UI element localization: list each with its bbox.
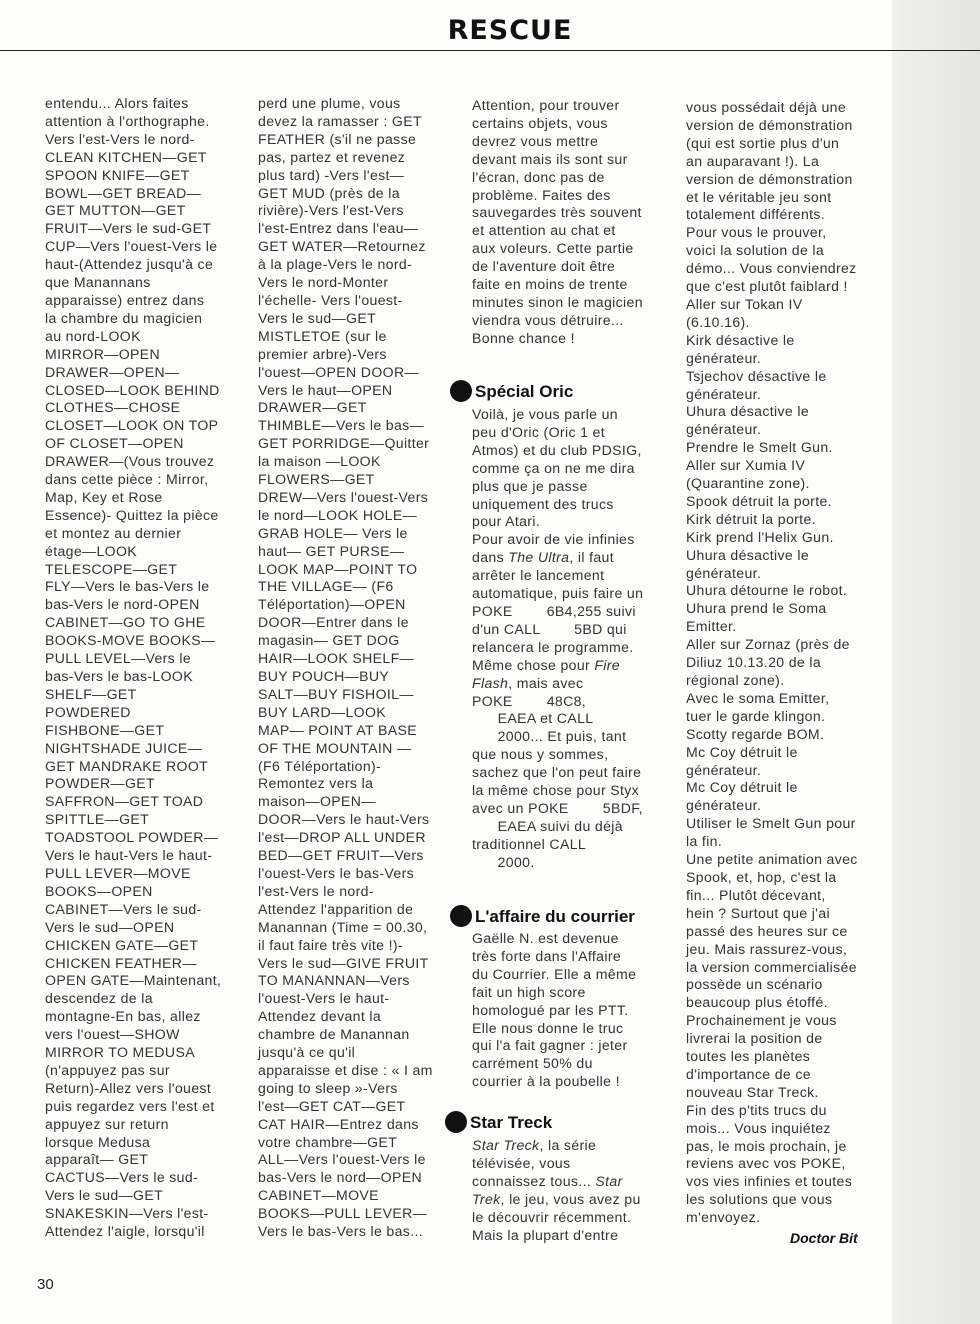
section-heading-affaire-courrier: L'affaire du courrier — [450, 905, 635, 929]
page-edge-shadow — [892, 0, 980, 1324]
column-3-intro-text: Attention, pour trouver certains objets, vous devrez vous mettre devant mais ils sont sur l'écran, donc pas de problème. Faites des sauvegardes très souvent et attention au chat et aux voleurs. Cette partie de l'aventure doit être faite en moins de trente minutes sinon le magicien viendra vous détruire... Bonne chance ! — [472, 97, 643, 346]
heading-bullet-icon — [450, 380, 472, 402]
section-courrier-text: Gaëlle N. est devenue très forte dans l'Affaire du Courrier. Elle a même fait un high score homologué par les PTT. Elle nous donne le truc qui l'a fait gagner : jeter carrément 50% du courrier à la poubelle ! — [472, 930, 637, 1090]
column-2-text: perd une plume, vous devez la ramasser : GET FEATHER (s'il ne passe pas, partez et revenez plus tard) -Vers l'est— GET MUD (près de la rivière)-Vers l'est-Vers l'est-Entrez dans l'eau— GET WATER—Retournez à la plage-Vers le nord- Vers le nord-Monter l'échelle- Vers l'ouest- Vers le sud—GET MISTLETOE (sur le premier arbre)-Vers l'ouest—OPEN DOOR— Vers le haut—OPEN DRAWER—GET THIMBLE—Vers le bas— GET PORRIDGE—Quitter la maison —LOOK FLOWERS—GET DREW—Vers l'ouest-Vers le nord—LOOK HOLE— GRAB HOLE— Vers le haut— GET PURSE— LOOK MAP—POINT TO THE VILLAGE— (F6 Téléportation)—OPEN DOOR—Entrer dans le magasin— GET DOG HAIR—LOOK SHELF— BUY POUCH—BUY SALT—BUY FISHOIL— BUY LARD—LOOK MAP— POINT AT BASE OF THE MOUNTAIN — (F6 Téléportation)- Remontez vers la maison—OPEN— DOOR—Vers le haut-Vers l'est—DROP ALL UNDER BED—GET FRUIT—Vers l'ouest-Vers le bas-Vers l'est-Vers le nord- Attendez l'apparition de Manannan (Time = 00.30, il faut faire très vite !)- Vers le sud—GIVE FRUIT TO MANANNAN—Vers l'ouest-Vers le haut- Attendez devant la chambre de Manannan jusqu'à ce qu'il apparaisse et dise : « I am going to sleep »-Vers l'est—GET CAT—GET CAT HAIR—Entrez dans votre chambre—GET ALL—Vers l'ouest-Vers le bas-Vers le nord—OPEN CABINET—MOVE BOOKS—PULL LEVER— Vers le bas-Vers le bas... — [258, 95, 433, 1240]
page-number: 30 — [37, 1276, 54, 1293]
header-rule — [0, 50, 980, 51]
column-4-text: vous possédait déjà une version de démonstration (qui est sortie plus d'un an auparavant !). La version de démonstration et le véritable jeu sont totalement différents. Pour vous le prouver, voici la solution de la démo... Vous conviendrez que c'est plutôt faiblard ! Aller sur Tokan IV (6.10.16). Kirk désactive le générateur. Tsjechov désactive le générateur. Uhura désactive le générateur. Prendre le Smelt Gun. Aller sur Xumia IV (Quarantine zone). Spook détruit la porte. Kirk détruit la porte. Kirk prend l'Helix Gun. Uhura désactive le générateur. Uhura détourne le robot. Uhura prend le Soma Emitter. Aller sur Zornaz (près de Diliuz 10.13.20 de la régional zone). Avec le soma Emitter, tuer le garde klingon. Scotty regarde BOM. Mc Coy détruit le générateur. Mc Coy détruit le générateur. Utiliser le Smelt Gun pour la fin. Une petite animation avec Spook, et, hop, c'est la fin... Plutôt décevant, hein ? Surtout que j'ai passé des heures sur ce jeu. Mais rassurez-vous, la version commercialisée possède un scénario beaucoup plus étoffé. Prochainement je vous livrerai la position de toutes les planètes d'importance de ce nouveau Star Treck. Fin des p'tits trucs du mois... Vous inquiétez pas, le mois prochain, je reviens avec vos POKE, vos vies infinies et toutes les solutions que vous m'envoyez. — [686, 99, 858, 1226]
heading-bullet-icon — [445, 1111, 467, 1133]
heading-bullet-icon — [450, 905, 472, 927]
section-heading-special-oric: Spécial Oric — [450, 380, 573, 404]
column-1-text: entendu... Alors faites attention à l'orthographe. Vers l'est-Vers le nord- CLEAN KITCHEN—GET SPOON KNIFE—GET BOWL—GET BREAD— GET MUTTON—GET FRUIT—Vers le sud-GET CUP—Vers l'ouest-Vers le haut-(Attendez jusqu'à ce que Manannans apparaisse) entrez dans la chambre du magicien au nord-LOOK MIRROR—OPEN DRAWER—OPEN— CLOSED—LOOK BEHIND CLOTHES—CHOSE CLOSET—LOOK ON TOP OF CLOSET—OPEN DRAWER—(Vous trouvez dans cette pièce : Mirror, Map, Key et Rose Essence)- Quittez la pièce et montez au dernier étage—LOOK TELESCOPE—GET FLY—Vers le bas-Vers le bas-Vers le nord-OPEN CABINET—GO TO GHE BOOKS-MOVE BOOKS— PULL LEVEL—Vers le bas-Vers le bas-LOOK SHELF—GET POWDERED FISHBONE—GET NIGHTSHADE JUICE— GET MANDRAKE ROOT POWDER—GET SAFFRON—GET TOAD SPITTLE—GET TOADSTOOL POWDER— Vers le haut-Vers le haut- PULL LEVER—MOVE BOOKS—OPEN CABINET—Vers le sud- Vers le sud—OPEN CHICKEN GATE—GET CHICKEN FEATHER— OPEN GATE—Maintenant, descendez de la montagne-En bas, allez vers l'ouest—SHOW MIRROR TO MEDUSA (n'appuyez pas sur Return)-Allez vers l'ouest puis regardez vers l'est et appuyez sur return lorsque Medusa apparaît— GET CACTUS—Vers le sud- Vers le sud—GET SNAKESKIN—Vers l'est- Attendez l'aigle, lorsqu'il — [45, 95, 222, 1240]
page-title: RESCUE — [447, 15, 573, 46]
section-oric-text: Voilà, je vous parle un peu d'Oric (Oric 1 et Atmos) et du club PDSIG, comme ça on ne me dira plus que je passe uniquement des trucs pour Atari. Pour avoir de vie infinies dans The Ultra, il faut arrêter le lancement automatique, puis faire un POKE 6B4,255 suivi d'un CALL 5BD qui relancera le programme. Même chose pour Fire Flash, mais avec POKE 48C8, EAEA et CALL 2000... Et puis, tant que nous y sommes, sachez que l'on peut faire la même chose pour Styx avec un POKE 5BDF, EAEA suivi du déjà traditionnel CALL 2000. — [472, 406, 644, 870]
section-startreck-text: Star Treck, la série télévisée, vous connaissez tous... Star Trek, le jeu, vous avez pu le découvrir récemment. Mais la plupart d'entre — [472, 1137, 641, 1243]
author-signature: Doctor Bit — [790, 1230, 858, 1246]
section-heading-star-treck: Star Treck — [445, 1111, 552, 1135]
